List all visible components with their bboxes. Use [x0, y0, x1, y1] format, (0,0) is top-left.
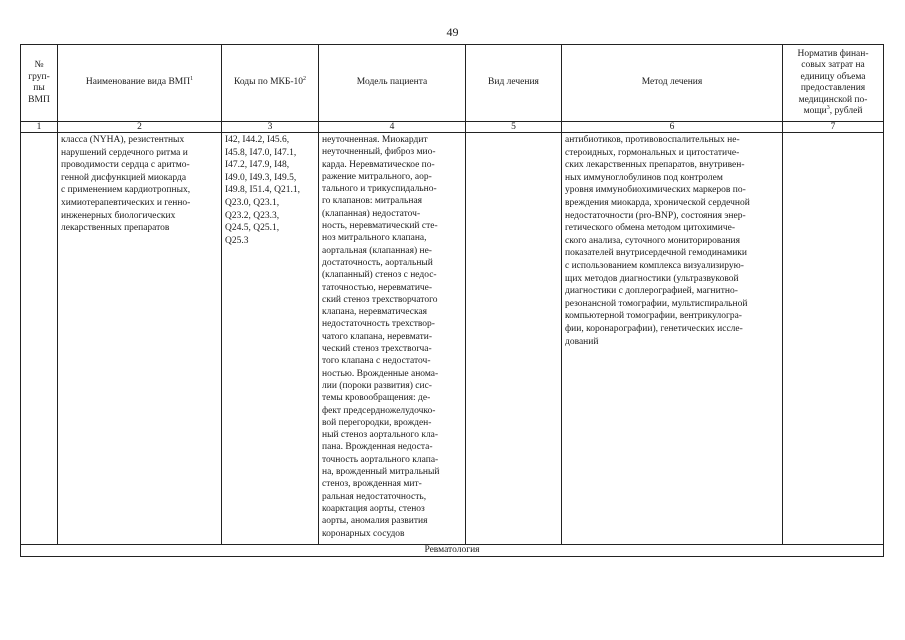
cell-line: го клапанов: митральная — [322, 196, 423, 207]
cell-line: коарктация аорты, стеноз — [322, 503, 425, 514]
column-index: 1 — [36, 122, 42, 132]
cell-line: щих методов диагностики (ультразвуковой — [565, 273, 739, 284]
header-treatment-method-text: Метод лечения — [641, 77, 703, 88]
header-cost-standard — [783, 45, 883, 121]
header-treatment-type-text: Вид лечения — [488, 77, 539, 88]
header-group-number — [21, 45, 57, 121]
header-cost-line: предоставления — [800, 83, 866, 93]
header-cost-line: , рублей — [829, 106, 863, 116]
header-group-number-line: ВМП — [28, 94, 50, 105]
cell-line: аорты, аномалия развития — [322, 516, 428, 527]
header-patient-model-text: Модель пациента — [356, 77, 428, 88]
footnote-mark: 1 — [190, 76, 194, 83]
cell-line: с применением кардиотропных, — [61, 185, 191, 196]
cell-line: вой перегородки, врожден- — [322, 417, 432, 428]
cell-line: ражение митрального, аор- — [322, 171, 432, 182]
cell-line: показателей внутрисердечной гемодинамики — [565, 248, 747, 259]
vmp-name-cell — [61, 134, 221, 235]
column-index: 7 — [830, 122, 836, 132]
cell-line: класса (NYHA), резистентных — [61, 135, 185, 145]
cell-line: ральная недостаточность, — [322, 491, 427, 502]
cell-line: ность, неревматический сте- — [322, 221, 438, 232]
header-group-number-line: № — [34, 60, 44, 70]
header-cost-line: мощи — [803, 106, 827, 116]
cell-line: ный стеноз аортального кла- — [322, 430, 439, 441]
cell-line: ноз митрального клапана, — [322, 233, 427, 244]
column-index: 2 — [137, 122, 142, 132]
cell-line: фект предсердножелудочко- — [322, 405, 436, 416]
cell-line: компьютерной томографии, вентрикулогра- — [565, 311, 742, 322]
cell-line: дований — [565, 336, 599, 347]
section-title: Ревматология — [424, 545, 480, 555]
cell-line: I47.2, I47.9, I48, — [225, 160, 290, 171]
header-vmp-name — [58, 45, 221, 121]
cell-line: достаточность, аортальный — [322, 257, 433, 268]
cell-line: неуточненный, фиброз мио- — [322, 147, 436, 158]
cell-line: ского анализа, суточного мониторирования — [565, 235, 740, 246]
header-treatment-method — [562, 45, 782, 121]
cell-line: таточностью, неревматиче- — [322, 282, 433, 293]
cell-line: лии (пороки развития) сис- — [322, 380, 432, 391]
cell-line: Q25.3 — [225, 235, 249, 246]
cell-line: темы кровообращения: де- — [322, 393, 431, 404]
cell-line: ностью. Врожденные анома- — [322, 368, 439, 379]
cell-line: фии, коронарографии), генетических иссле- — [565, 323, 743, 334]
cell-line: тального и трикуспидально- — [322, 184, 437, 195]
cell-line: нарушений сердечного ритма и — [61, 147, 188, 158]
column-index: 6 — [669, 122, 675, 132]
cell-line: I45.8, I47.0, I47.1, — [225, 147, 297, 158]
header-group-number-line: пы — [33, 83, 45, 93]
header-vmp-name-text: Наименование вида ВМП — [85, 77, 191, 88]
cell-line: Q24.5, Q25.1, — [225, 223, 280, 234]
header-icd-codes — [222, 45, 318, 121]
page-number: 49 — [446, 25, 459, 39]
column-index: 4 — [389, 122, 395, 132]
cell-line: Q23.2, Q23.3, — [225, 210, 280, 221]
cell-line: стеноз, врожденная мит- — [322, 479, 422, 490]
cell-line: резонансной томографии, мультиспиральной — [565, 298, 748, 309]
cell-line: лекарственных препаратов — [61, 223, 170, 234]
cell-line: ский стеноз трехстворчатого — [322, 294, 438, 305]
table-bottom-border — [20, 556, 884, 557]
cell-line: химиотерапевтических и генно- — [61, 197, 191, 208]
cell-line: гетического обмена методом цитохимиче- — [565, 223, 736, 234]
cell-line: коронарных сосудов — [322, 528, 405, 539]
column-index: 3 — [267, 122, 273, 132]
cell-line: на, врожденный митральный — [322, 467, 440, 478]
cell-line: уровня иммунобиохимических маркеров по- — [565, 185, 746, 196]
header-group-number-line: груп- — [28, 71, 50, 82]
cell-line: ных иммуноглобулинов под контролем — [565, 172, 723, 183]
cell-line: того клапана с недостаточ- — [322, 356, 431, 367]
cell-line: недостаточность трехствор- — [322, 319, 435, 330]
cell-line: с использованием комплекса визуализирую- — [565, 260, 744, 271]
cell-line: (клапанная) недостаточ- — [322, 208, 421, 219]
cell-line: I49.8, I51.4, Q21.1, — [225, 185, 300, 196]
cell-line: недостаточности (pro-BNP), состояния энер- — [565, 210, 746, 221]
cell-line: инженерных биологических — [61, 210, 176, 221]
cell-line: проводимости сердца с аритмо- — [61, 160, 190, 171]
cell-line: стероидных, гормональных и цитостатиче- — [565, 147, 740, 158]
patient-model-cell — [322, 134, 465, 540]
header-cost-line: совых затрат на — [801, 60, 865, 70]
treatment-method-cell — [565, 134, 782, 348]
cell-line: антибиотиков, противовоспалительных не- — [565, 135, 740, 145]
icd-codes-cell — [225, 134, 318, 247]
header-treatment-type — [466, 45, 561, 121]
cell-line: ских лекарственных препаратов, внутривен- — [565, 160, 745, 171]
vmp-table — [20, 44, 884, 557]
footnote-mark: 2 — [303, 76, 307, 83]
header-cost-line: медицинской по- — [798, 94, 868, 105]
header-patient-model — [319, 45, 465, 121]
cell-line: неуточненная. Миокардит — [322, 135, 428, 145]
cell-line: точность аортального клапа- — [322, 454, 439, 465]
cell-line: аортальная (клапанная) не- — [322, 245, 432, 256]
header-cost-line: Норматив финан- — [797, 48, 869, 59]
cell-line: карда. Неревматическое по- — [322, 159, 435, 170]
cell-line: ческий стеноз трехствorча- — [322, 344, 432, 355]
header-icd-codes-text: Коды по МКБ-10 — [233, 77, 304, 88]
table-right-border — [883, 44, 884, 557]
cell-line: пана. Врожденная недоста- — [322, 442, 433, 453]
cell-line: диагностики с доплерографией, магнитно- — [565, 286, 738, 297]
cell-line: I49.0, I49.3, I49.5, — [225, 172, 297, 183]
cell-line: (клапанный) стеноз с недос- — [322, 270, 437, 281]
column-index: 5 — [511, 122, 516, 132]
cell-line: клапана, неревматическая — [322, 307, 428, 318]
cell-line: чатого клапана, неревмати- — [322, 331, 433, 342]
cell-line: Q23.0, Q23.1, — [225, 197, 280, 208]
cell-line: I42, I44.2, I45.6, — [225, 135, 290, 145]
footnote-mark: 3 — [826, 104, 830, 111]
cell-line: генной дисфункцией миокарда — [61, 172, 187, 183]
header-cost-line: единицу объема — [800, 71, 866, 82]
cell-line: вреждения миокарда, хронической сердечной — [565, 197, 750, 208]
